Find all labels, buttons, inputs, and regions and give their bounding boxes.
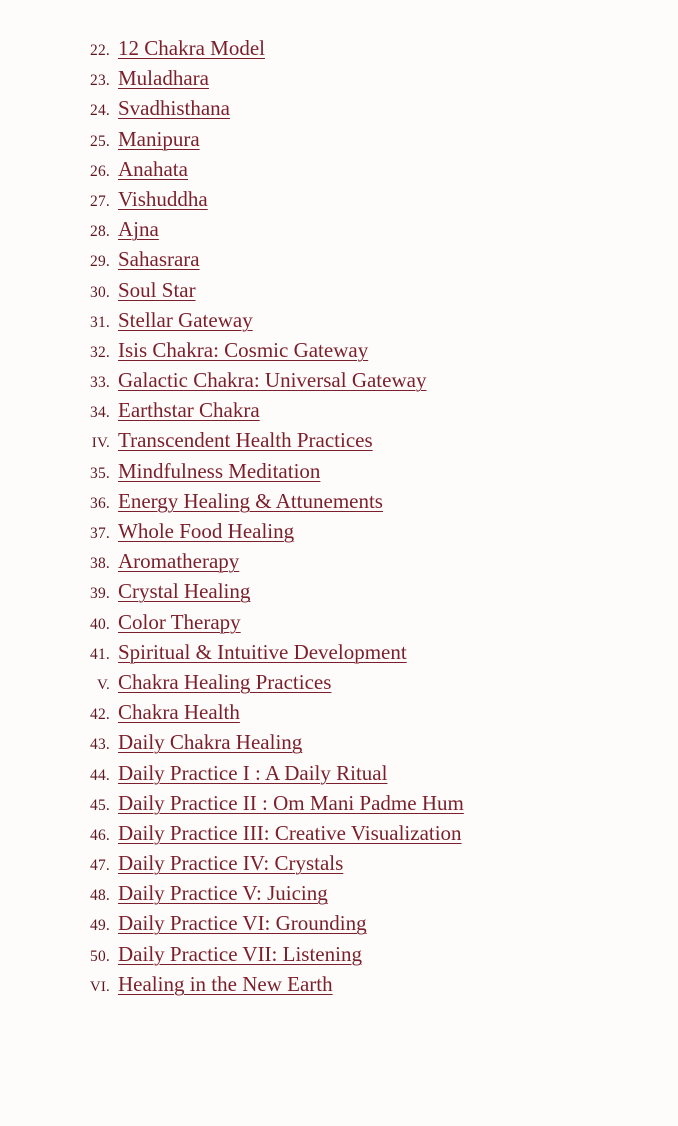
toc-entry xyxy=(78,551,678,572)
toc-entry xyxy=(78,853,678,874)
toc-entry-number: V. xyxy=(96,676,110,693)
toc-entry-number: IV. xyxy=(91,435,110,452)
toc-entry xyxy=(78,883,678,904)
toc-entry-number: 40. xyxy=(90,615,110,633)
toc-entry-number: 31. xyxy=(90,313,110,331)
toc-entry xyxy=(78,790,678,815)
toc-entry-number: 42. xyxy=(90,706,110,724)
toc-entry-link[interactable]: Muladhara xyxy=(118,66,209,91)
toc-entry-number: 32. xyxy=(90,343,110,361)
toc-entry-link[interactable]: Daily Practice VI: Grounding xyxy=(118,911,367,936)
toc-entry xyxy=(78,126,678,151)
toc-entry xyxy=(78,400,678,421)
toc-entry-number: 47. xyxy=(90,857,110,875)
toc-entry xyxy=(78,732,678,753)
toc-entry-link[interactable]: Sahasrara xyxy=(118,247,200,272)
toc-entry-link[interactable]: Earthstar Chakra xyxy=(118,398,260,423)
toc-entry xyxy=(78,38,678,59)
toc-entry xyxy=(78,370,678,391)
toc-entry-number: 48. xyxy=(90,887,110,905)
toc-entry xyxy=(78,277,678,302)
toc-entry xyxy=(78,337,678,362)
toc-entry-link[interactable]: Daily Practice II : Om Mani Padme Hum xyxy=(118,790,464,815)
toc-entry-number: 35. xyxy=(90,464,110,482)
toc-entry-number: 23. xyxy=(90,72,110,90)
toc-entry-number: VI. xyxy=(89,978,110,995)
toc-entry-number: 49. xyxy=(90,917,110,935)
toc-entry-link[interactable]: Daily Chakra Healing xyxy=(118,730,303,755)
toc-entry-link[interactable]: Daily Practice III: Creative Visualization xyxy=(118,820,462,845)
toc-entry-link[interactable]: Energy Healing & Attunements xyxy=(118,488,383,513)
toc-entry-link[interactable]: Chakra Healing Practices xyxy=(118,669,332,694)
toc-entry xyxy=(78,702,678,723)
toc-entry xyxy=(78,186,678,211)
toc-entry-number: 43. xyxy=(90,736,110,754)
toc-entry-number: 29. xyxy=(90,253,110,271)
toc-entry-link[interactable]: Isis Chakra: Cosmic Gateway xyxy=(118,337,369,362)
toc-entry xyxy=(78,249,678,270)
toc-entry-link[interactable]: Soul Star xyxy=(118,277,196,302)
toc-entry-number: 46. xyxy=(90,826,110,844)
toc-entry xyxy=(78,639,678,664)
toc-entry-link[interactable]: Ajna xyxy=(118,217,159,242)
toc-entry-link[interactable]: Transcendent Health Practices xyxy=(118,428,373,453)
toc-entry xyxy=(78,609,678,634)
toc-entry-number: 27. xyxy=(90,192,110,210)
toc-entry-link[interactable]: Stellar Gateway xyxy=(118,307,253,332)
toc-entry xyxy=(78,581,678,602)
toc-entry-number: 22. xyxy=(90,42,110,59)
toc-entry xyxy=(78,488,678,513)
toc-entry xyxy=(78,219,678,240)
toc-entry-link[interactable]: Svadhisthana xyxy=(118,96,230,121)
toc-entry-number: 39. xyxy=(90,585,110,603)
toc-entry xyxy=(78,669,678,694)
toc-entry-number: 28. xyxy=(90,223,110,241)
toc-entry-number: 37. xyxy=(90,525,110,542)
toc-entry-link[interactable]: Manipura xyxy=(118,126,200,151)
toc-entry-link[interactable]: Spiritual & Intuitive Development xyxy=(118,639,407,664)
toc-entry-link[interactable]: Daily Practice IV: Crystals xyxy=(118,851,344,876)
toc-entry-link[interactable]: Daily Practice V: Juicing xyxy=(118,881,328,906)
toc-entry-link[interactable]: Daily Practice I : A Daily Ritual xyxy=(118,760,388,785)
toc-entry xyxy=(78,521,678,542)
toc-entry-number: 33. xyxy=(90,374,110,392)
toc-entry-number: 38. xyxy=(90,555,110,573)
toc-entry-link[interactable]: Daily Practice VII: Listening xyxy=(118,941,362,966)
toc-entry-number: 50. xyxy=(90,947,110,965)
toc-entry-link[interactable]: Whole Food Healing xyxy=(118,519,295,543)
toc-entry xyxy=(78,820,678,845)
toc-entry-number: 24. xyxy=(90,102,110,120)
toc-entry-link[interactable]: Chakra Health xyxy=(118,700,240,725)
toc-entry-number: 41. xyxy=(90,645,110,663)
toc-entry xyxy=(78,156,678,181)
toc-entry xyxy=(78,307,678,332)
toc-entry xyxy=(78,430,678,451)
toc-entry-number: 44. xyxy=(90,766,110,784)
toc-entry-number: 25. xyxy=(90,132,110,150)
toc-entry xyxy=(78,913,678,934)
toc-entry-link[interactable]: 12 Chakra Model xyxy=(118,36,265,60)
toc-entry-link[interactable]: Galactic Chakra: Universal Gateway xyxy=(118,368,427,393)
toc-entry-number: 26. xyxy=(90,162,110,180)
toc-entry-link[interactable]: Crystal Healing xyxy=(118,579,251,604)
toc-entry-link[interactable]: Mindfulness Meditation xyxy=(118,458,321,483)
toc-entry-number: 36. xyxy=(90,494,110,512)
toc-entry-number: 34. xyxy=(90,404,110,422)
toc-entry xyxy=(78,98,678,119)
toc-entry xyxy=(78,68,678,89)
toc-entry-link[interactable]: Anahata xyxy=(118,156,188,181)
toc-entry-number: 45. xyxy=(90,796,110,814)
toc-entry-link[interactable]: Aromatherapy xyxy=(118,549,240,574)
toc-entry-link[interactable]: Healing in the New Earth xyxy=(118,971,333,996)
toc-entry xyxy=(78,971,678,996)
toc-entry-link[interactable]: Vishuddha xyxy=(118,186,208,211)
toc-entry-number: 30. xyxy=(90,283,110,301)
toc-entry xyxy=(78,941,678,966)
toc-entry xyxy=(78,760,678,785)
toc-entry xyxy=(78,458,678,483)
toc-entry-link[interactable]: Color Therapy xyxy=(118,609,241,634)
